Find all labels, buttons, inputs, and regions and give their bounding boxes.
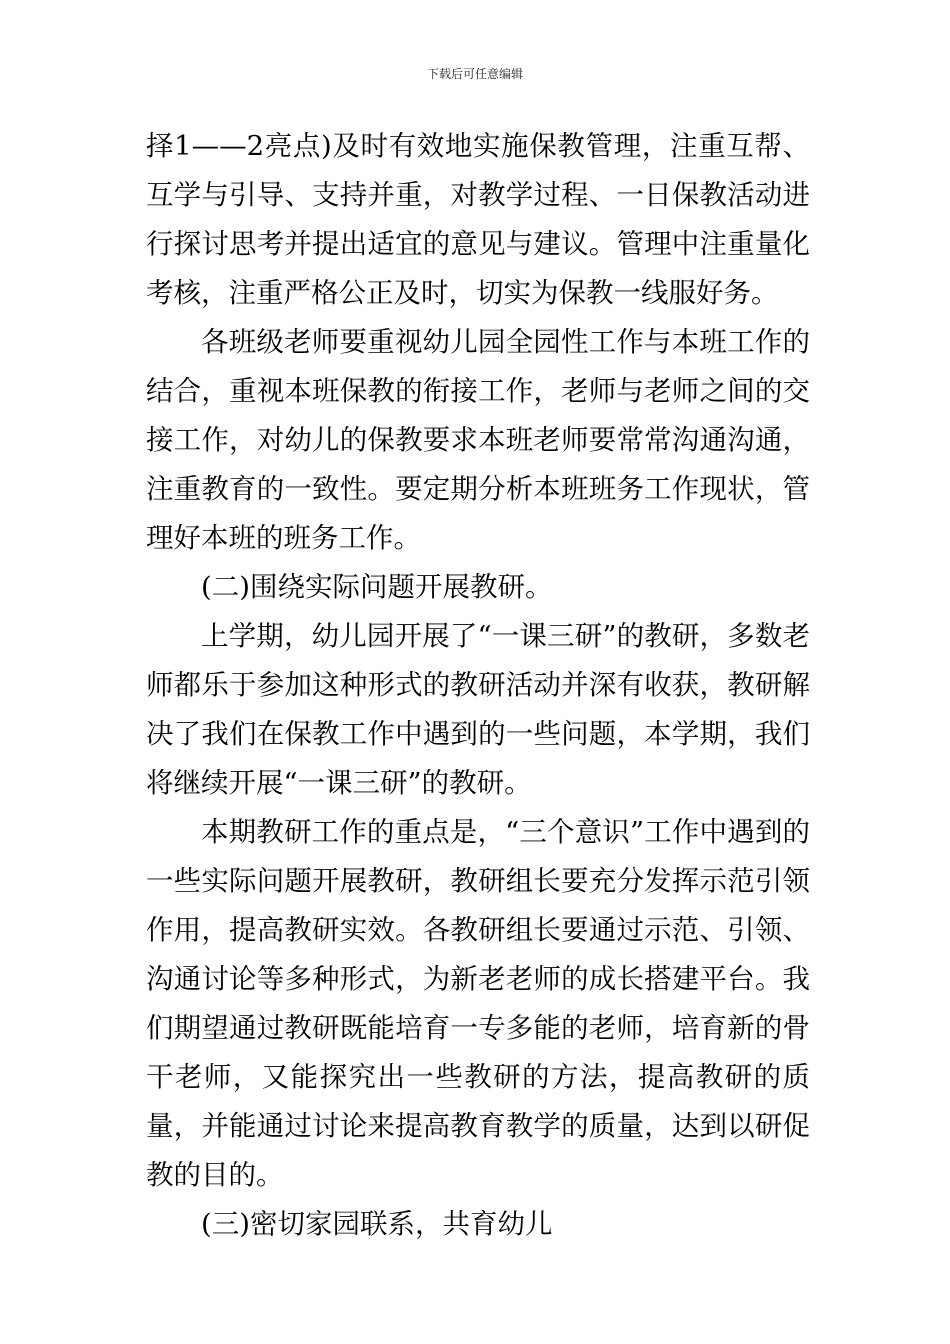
paragraph-continued: 择1——2亮点)及时有效地实施保教管理，注重互帮、互学与引导、支持并重，对教学过程、一日保教活动进行探讨思考并提出适宜的意见与建议。管理中注重量化考核，注重严格公正及时，切实为保教一线服好务。: [146, 130, 810, 309]
paragraph-research-focus: 本期教研工作的重点是，“三个意识”工作中遇到的一些实际问题开展教研，教研组长要充分发挥示范引领作用，提高教研实效。各教研组长要通过示范、引领、沟通讨论等多种形式，为新老老师的成长搭建平台。我们期望通过教研既能培育一专多能的老师，培育新的骨干老师，又能探究出一些教研的方法，提高教研的质量，并能通过讨论来提高教育教学的质量，达到以研促教的目的。: [146, 816, 810, 1191]
paragraph-last-semester: 上学期，幼儿园开展了“一课三研”的教研，多数老师都乐于参加这种形式的教研活动并深有收获，教研解决了我们在保教工作中遇到的一些问题，本学期，我们将继续开展“一课三研”的教研。: [146, 620, 810, 799]
page-header: 下载后可任意编辑: [426, 67, 523, 81]
paragraph-class-teachers: 各班级老师要重视幼儿园全园性工作与本班工作的结合，重视本班保教的衔接工作，老师与老师之间的交接工作，对幼儿的保教要求本班老师要常常沟通沟通，注重教育的一致性。要定期分析本班班务工作现状，管理好本班的班务工作。: [146, 326, 810, 554]
section-heading-research: (二)围绕实际问题开展教研。: [201, 571, 553, 603]
document-body: [146, 122, 810, 1249]
section-heading-home-school: (三)密切家园联系，共育幼儿: [201, 1208, 553, 1240]
